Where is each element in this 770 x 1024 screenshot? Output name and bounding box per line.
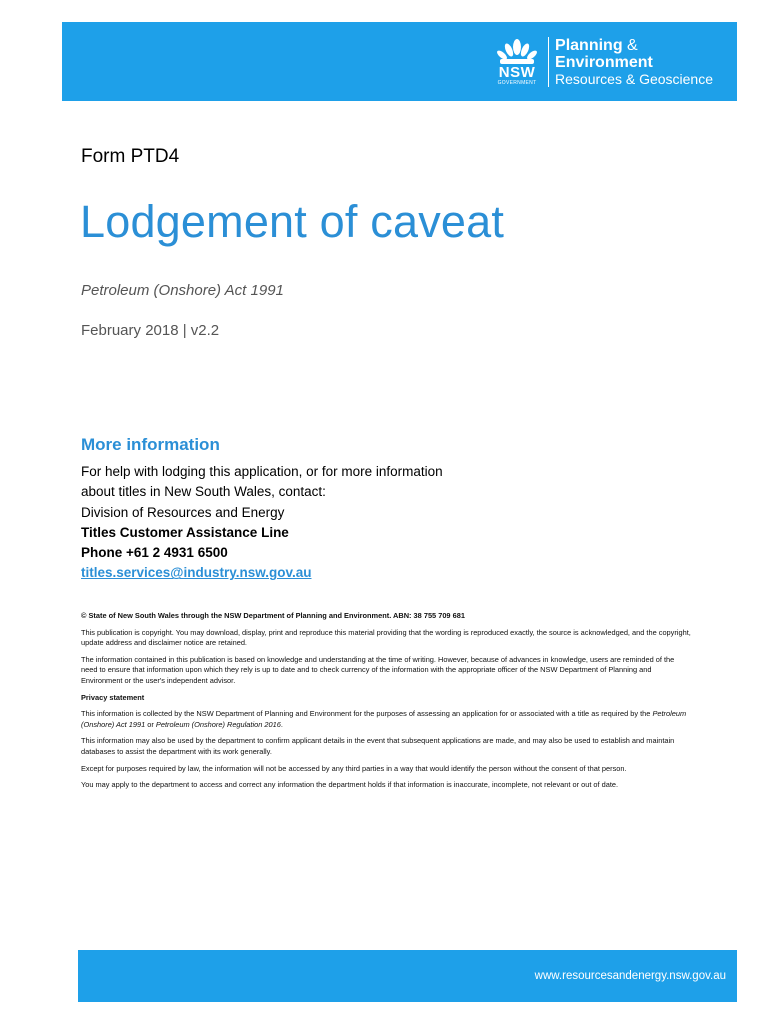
act-reference: Petroleum (Onshore) Act 1991 — [81, 282, 284, 299]
email-link[interactable]: titles.services@industry.nsw.gov.au — [81, 565, 312, 581]
more-info-line: about titles in New South Wales, contact: — [81, 484, 326, 500]
logo-government-text: GOVERNMENT — [497, 80, 537, 86]
dept-line2: Environment — [555, 53, 653, 71]
dept-line1: Planning — [555, 36, 623, 54]
more-info-line: For help with lodging this application, or for more information — [81, 464, 443, 479]
assistance-line: Titles Customer Assistance Line — [81, 524, 289, 540]
document-title: Lodgement of caveat — [80, 196, 505, 247]
waratah-icon — [496, 38, 538, 66]
version-date: February 2018 | v2.2 — [81, 322, 220, 339]
more-info-body — [81, 462, 443, 584]
privacy-paragraph-4: You may apply to the department to access and correct any information the department holds if that information is inaccurate, incomplete, not relevant or out of date. — [81, 780, 619, 790]
form-id: Form PTD4 — [81, 146, 180, 167]
dept-line3: Resources & Geoscience — [555, 70, 713, 87]
division-name: Division of Resources and Energy — [81, 504, 285, 520]
privacy-paragraph-2: This information may also be used by the department to confirm applicant details in the event that subsequent applications are made, and may also be used to establish and maintain databases to assist the department with its work generally. — [81, 736, 675, 756]
header-bar — [62, 22, 737, 101]
privacy-paragraph-3: Except for purposes required by law, the information will not be accessed by any third parties in a way that would identify the person without the consent of that person. — [81, 763, 627, 773]
footer-bar — [78, 950, 737, 1002]
privacy-paragraph-1: This information is collected by the NSW Department of Planning and Environment for the purposes of assessing an application for or associated with a title as required by the Petroleum (Onshore) Act 1991 or Petroleum (Onshore) Regulation 2016. — [81, 709, 687, 729]
footer-website-link[interactable]: www.resourcesandenergy.nsw.gov.au — [534, 970, 726, 982]
copyright-paragraph: This publication is copyright. You may download, display, print and reproduce this material providing that the wording is reproduced exactly, the source is acknowledged, and the copyright, update address and disclaimer notice are retained. — [81, 627, 691, 648]
department-name — [555, 37, 713, 88]
more-info-heading: More information — [81, 435, 220, 454]
nsw-government-logo — [488, 30, 713, 94]
copyright-heading: © State of New South Wales through the NSW Department of Planning and Environment. ABN: 38 755 709 681 — [81, 611, 465, 620]
phone-number: Phone +61 2 4931 6500 — [81, 545, 228, 561]
logo-divider — [548, 37, 549, 87]
dept-ampersand: & — [627, 36, 638, 54]
nsw-waratah-block — [488, 38, 546, 86]
disclaimer-paragraph: The information contained in this publication is based on knowledge and understanding at the time of writing. However, because of advances in knowledge, users are reminded of the need to ensure that information upon which they rely is up to date and to check currency of the information with the appropriate officer of the NSW Department of Planning and Environment or the user's independent advisor. — [81, 654, 675, 685]
legal-notice — [81, 611, 691, 797]
privacy-heading: Privacy statement — [81, 692, 145, 702]
logo-nsw-text: NSW — [498, 64, 536, 81]
